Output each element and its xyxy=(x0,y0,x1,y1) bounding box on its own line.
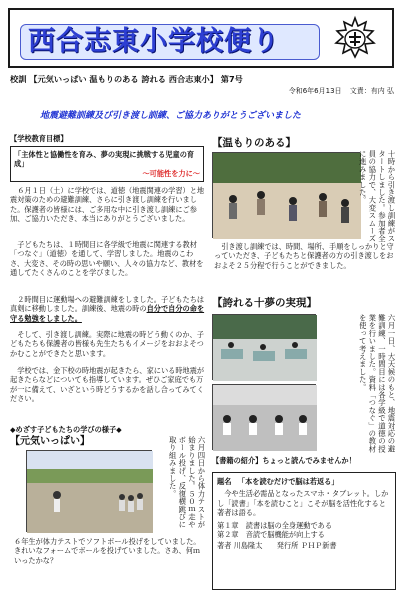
book-chapter-2: 第２章 音読で脳機能が向上する xyxy=(217,530,325,540)
date-row xyxy=(210,86,394,96)
handover-photo xyxy=(212,152,360,238)
article-para-3 xyxy=(10,295,206,323)
newsletter-title: 西合志東小学校便り xyxy=(28,26,280,57)
classroom-photo-2 xyxy=(212,384,316,450)
book-author: 著者 川島隆太 発行所 ＰＨＰ新書 xyxy=(217,541,337,551)
warm-caption: 引き渡し訓練では、時間、場所、手順をしっかりと守っていただき、子どもたちと保護者の方の引き渡しをおおよそ２５分程で行うことができました。 xyxy=(214,242,394,270)
warm-vertical-text: 十時から引き渡し訓練がスタートしました。参加者全員の協力で、大変スムーズに進みました。 xyxy=(358,150,396,243)
goal-text: 「主体性と協働性を育み、夢の実現に挑戦する児童の育成」 xyxy=(14,150,195,169)
pride-vertical-text: 六月一日、大天候のもと、地震対応の避難訓練、一時間目には各学級で道徳の授業を行いました。資料「つなぐ」の教材を使って考えました。 xyxy=(358,314,396,453)
article-para-2: 子どもたちは、１時間目に各学級で地震に関連する教材「つなぐ」（道徳）を通して、学習しました。地震のこわさ、大変さ、その時の思いや願い、人々の協力など、教材を通してたくさんのことを学びました。 xyxy=(10,240,204,278)
article-para-5: 学校では、金下校の時地震が起きたら、家にいる時地震が起きたらなどについても指導しています。ぜひご家庭でも万が一に備えて、いざという時どうするかを話し合ってみてください。 xyxy=(10,366,205,404)
motto-text: 【元気いっぱい 温もりのある 誇れる 西合志東小】 xyxy=(29,74,218,84)
book-desc: 今や生活必需品となったスマホ・タブレット。しかし「読書」「本を読むこと」こそが脳を活性化すると著者は語る。 xyxy=(217,489,389,518)
goal-sub: 〜可能性を力に〜 xyxy=(142,168,200,178)
article-para-3-text: ２時間目に運動場への避難訓練をしました。子どもたちは真剣に移動しました。訓練後、地震の時の xyxy=(10,295,205,314)
sports-test-photo xyxy=(26,450,152,532)
genki-caption: ６年生が体力テストでソフトボール投げをしていました。きれいなフォームでボールを投げていました。さあ、何ｍいったかな？ xyxy=(14,537,201,565)
book-chapter-1: 第１章 読書は脳の全身運動である xyxy=(217,520,333,530)
warm-header: 【温もりのある】 xyxy=(212,137,296,149)
goal-label: 【学校教育目標】 xyxy=(10,134,68,143)
motto-label: 校訓 xyxy=(10,74,27,84)
genki-intro: ◆めざす子どもたちの学びの様子◆ xyxy=(10,425,122,434)
headline: 地震避難訓練及び引き渡し訓練、ご協力ありがとうございました xyxy=(40,111,302,121)
goal-box xyxy=(10,146,204,182)
book-label: 【書籍の紹介】ちょっと読んでみませんか！ xyxy=(212,456,356,465)
school-emblem-icon xyxy=(326,16,384,64)
issue-number: 第7号 xyxy=(220,74,243,84)
genki-vertical-text: 六月四日から体力テストが始まりました。５０ｍ走やボール投げ、反復横跳びに取り組みました。 xyxy=(168,436,206,529)
article-para-3-underline: 自分で自分の命を守る勉強をしました。 xyxy=(10,304,205,323)
author: 文責：有内 弘 xyxy=(349,87,394,95)
genki-header: 【元気いっぱい】 xyxy=(10,436,90,447)
book-box xyxy=(212,472,396,590)
issue-date: 令和6年6月13日 xyxy=(288,87,342,95)
article-para-4: そして、引き渡し訓練。実際に地震の時どう動くのか、子どもたちも保護者の皆様も先生たちもイメージをおおよそつかむことができたと思います。 xyxy=(10,330,204,358)
book-title-row xyxy=(217,477,391,486)
book-title: 「本を読むだけで脳は若返る」 xyxy=(237,477,339,486)
pride-header: 【誇れる十夢の実現】 xyxy=(212,297,317,309)
motto-row xyxy=(10,72,392,86)
book-title-label: 題名 xyxy=(217,477,232,486)
classroom-photo-1 xyxy=(212,314,316,380)
article-para-1: ６月１日（土）に学校では、道徳（地震関連の学習）と地震対策のための避難訓練、さらに引き渡し訓練を行いました。保護者の皆様には、ご多用な中に引き渡し訓練にご参加、ご協力いただき、本当にありがとうございました。 xyxy=(10,186,205,224)
